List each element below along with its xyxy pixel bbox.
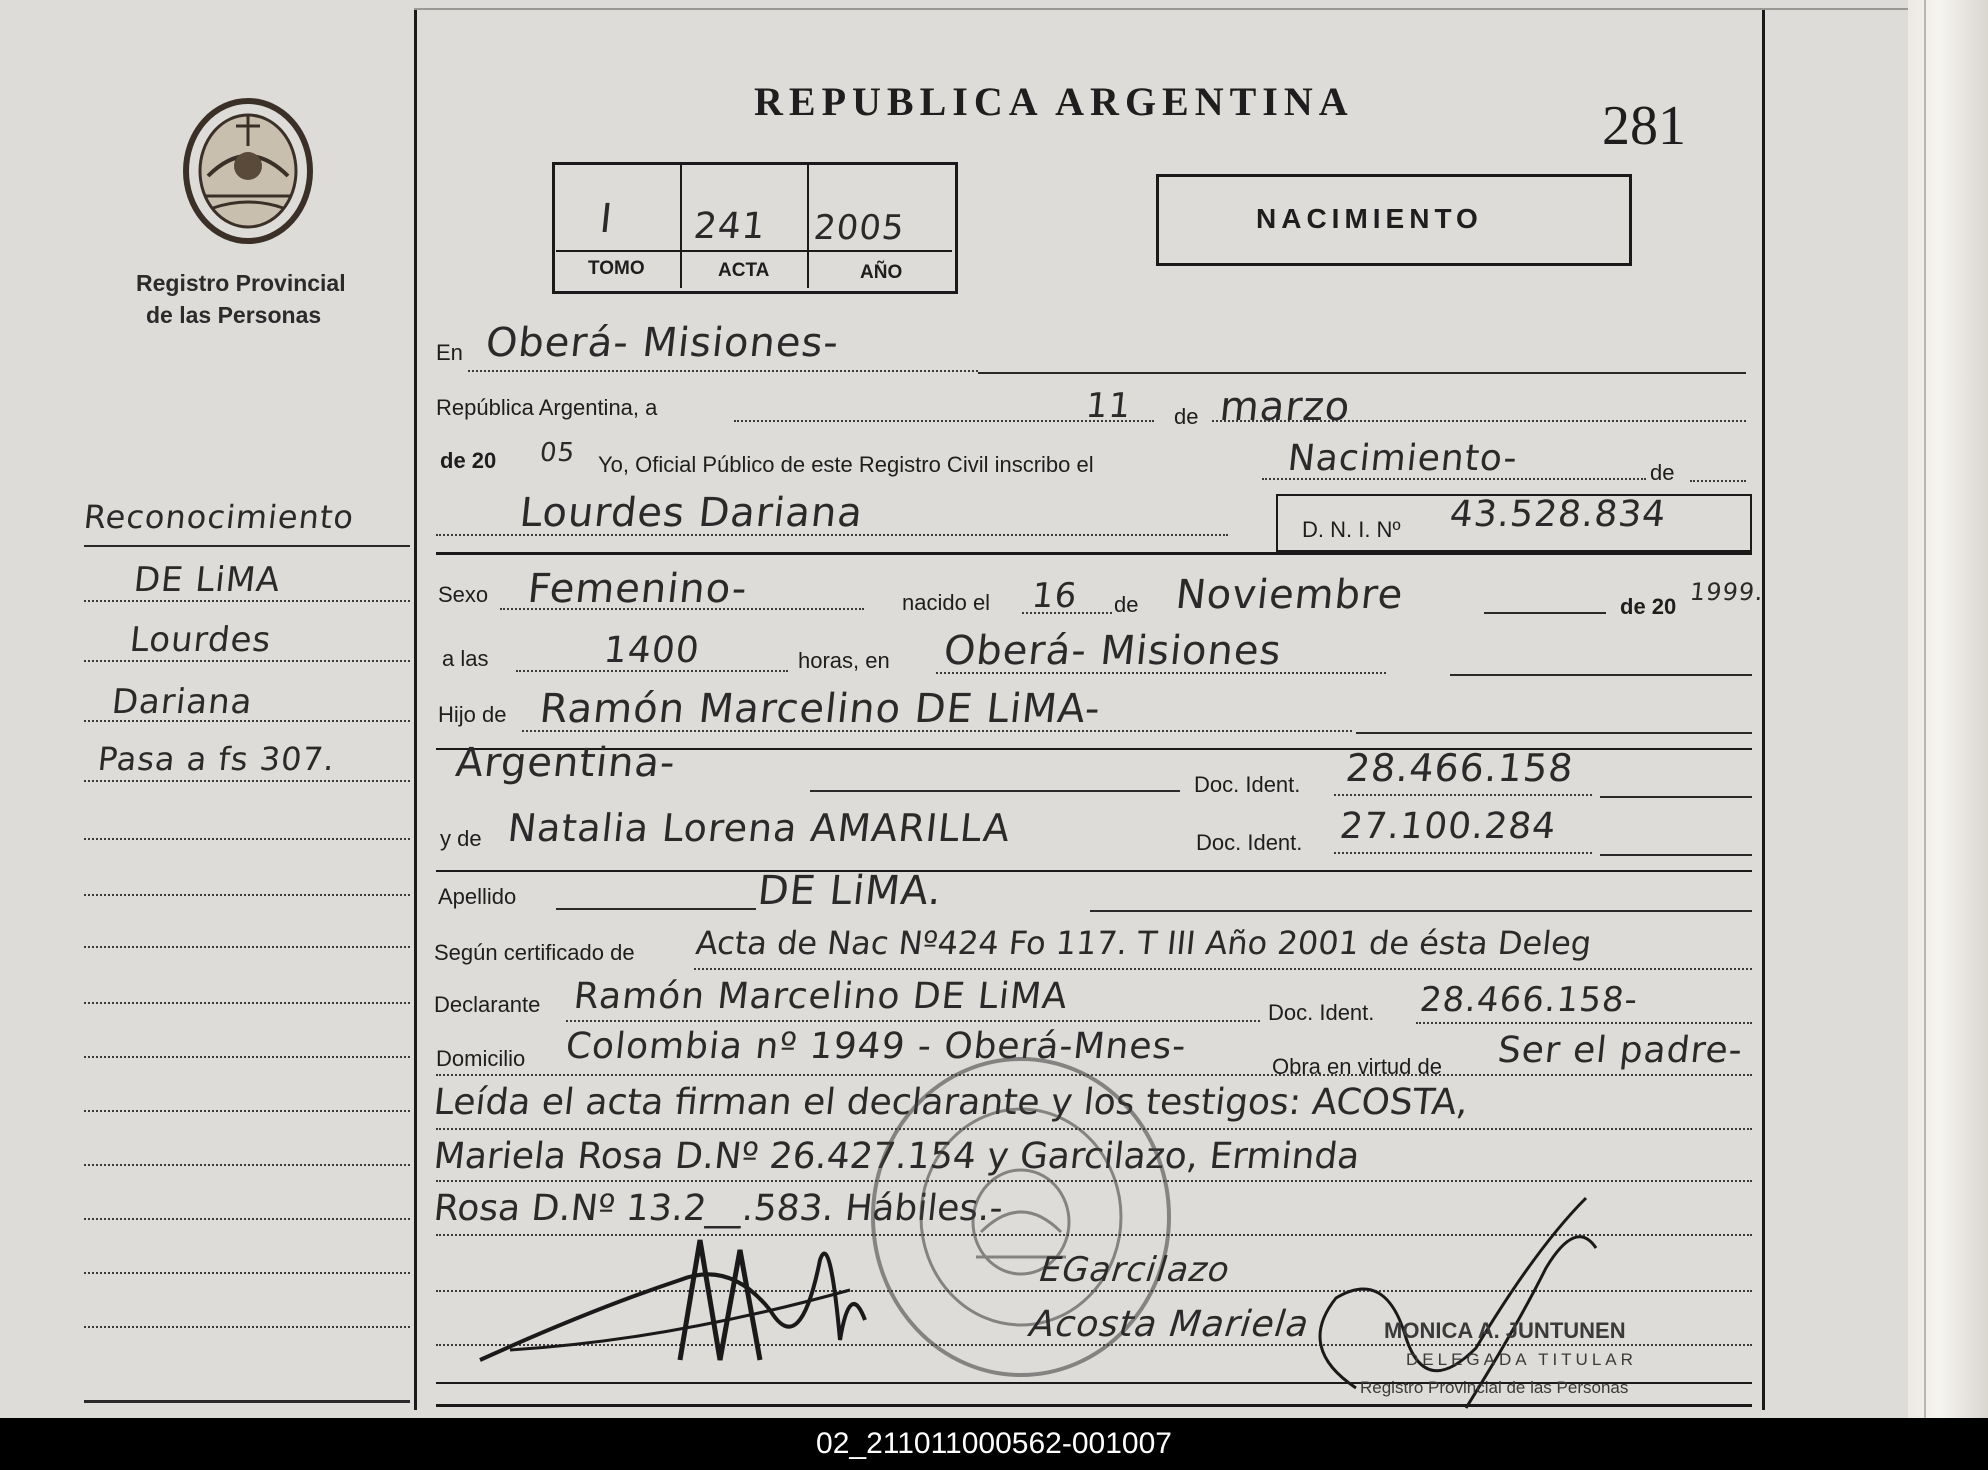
madre-doc: 27.100.284 [1337,806,1559,847]
nacido-label: nacido el [902,590,991,615]
form-line [1416,1022,1752,1024]
month-value: marzo [1217,384,1353,430]
officer-stamp-line3: Registro Provincial de las Personas [1360,1378,1629,1397]
witness1-signature: EGarcilazo [1037,1250,1232,1290]
domicilio-value: Colombia nº 1949 - Oberá-Mnes- [563,1026,1189,1067]
right-border [1762,10,1765,1410]
row-rule [436,870,1752,872]
form-line [1484,612,1606,614]
padre-nacionalidad: Argentina- [453,740,678,786]
margin-note-line1: Reconocimiento [82,498,357,536]
form-line [1600,854,1752,856]
observation-line2: Mariela Rosa D.Nº 26.427.154 y Garcilazo, Erminda [431,1136,1362,1177]
margin-line [84,1002,410,1004]
hora-value: 1400 [601,630,702,671]
margin-line [84,545,410,547]
domicilio-label: Domicilio [436,1046,526,1071]
country-title: REPUBLICA ARGENTINA [754,79,1354,124]
form-line [1356,732,1752,734]
inscribo-text: Yo, Oficial Público de este Registro Civil inscribo el [598,452,1094,477]
hijo-label: Hijo de [438,702,507,727]
registry-name-line1: Registro Provincial [136,270,346,296]
madre-value: Natalia Lorena AMARILLA [505,806,1013,850]
section-rule [436,552,1752,555]
declarante-label: Declarante [434,992,541,1017]
officer-stamp-line1: MONICA A. JUNTUNEN [1384,1318,1626,1343]
act-type-label: NACIMIENTO [1256,203,1483,234]
observation-line3: Rosa D.Nº 13.2__.583. Hábiles.- [431,1188,1005,1229]
act-value: Nacimiento- [1285,438,1520,479]
en-value: Oberá- Misiones- [483,320,842,366]
margin-line [84,1110,410,1112]
margin-line [84,600,410,602]
margin-line [84,1218,410,1220]
sexo-label: Sexo [438,582,489,607]
form-line [978,372,1746,374]
record-box-divider [807,164,809,288]
dni-value: 43.528.834 [1447,494,1669,535]
name-value: Lourdes Dariana [517,490,866,536]
margin-note-line2: DE LiMA [131,560,283,600]
page-top-edge [414,8,1908,10]
segun-value: Acta de Nac Nº424 Fo 117. T III Año 2001 de ésta Deleg [694,924,1594,962]
margin-line [84,660,410,662]
lugar-value: Oberá- Misiones [941,628,1284,674]
form-line [1600,796,1752,798]
year-prefix: de 20 [440,448,497,473]
padre-value: Ramón Marcelino DE LiMA- [537,686,1103,732]
en-label: En [436,340,463,365]
form-line [556,908,756,910]
record-box-hrule [556,250,952,252]
margin-line [84,1326,410,1328]
nacido-month: Noviembre [1173,572,1406,618]
form-line [522,730,1352,732]
officer-stamp-line2: DELEGADA TITULAR [1406,1350,1637,1369]
nacido-year: 1999. [1688,578,1766,606]
form-line [1450,674,1752,676]
yde-label: y de [440,826,482,851]
page-number: 281 [1602,95,1686,157]
margin-line [84,1400,410,1403]
registry-name-line2: de las Personas [146,302,322,328]
form-line [1334,794,1592,796]
observation-line1: Leída el acta firman el declarante y los testigos: ACOSTA, [431,1082,1471,1123]
form-line [810,790,1180,792]
form-line [694,968,1752,970]
margin-line [84,780,410,782]
declarante-doc-label: Doc. Ident. [1268,1000,1375,1025]
form-line [1690,480,1746,482]
record-box-divider [680,164,682,288]
de-label: de [1174,404,1199,429]
image-id-footer: 02_211011000562-001007 [0,1418,1988,1470]
obra-label: Obra en virtud de [1272,1054,1442,1079]
form-line [566,1020,1260,1022]
nacido-year-prefix: de 20 [1620,594,1677,619]
madre-doc-label: Doc. Ident. [1196,830,1303,855]
margin-note-line5: Pasa a fs 307. [96,740,338,778]
tomo-label: TOMO [588,258,645,279]
margin-line [84,1164,410,1166]
form-line [1022,612,1112,614]
dni-label: D. N. I. Nº [1302,517,1401,542]
acta-value: 241 [691,206,768,247]
year-value: 05 [538,438,577,468]
declarante-doc: 28.466.158- [1417,980,1641,1020]
de-label-3: de [1114,592,1139,617]
declarant-signature-icon [470,1220,890,1370]
anio-label: AÑO [860,262,903,283]
apellido-value: DE LiMA. [755,868,945,914]
form-line [936,672,1386,674]
acta-label: ACTA [718,260,770,281]
margin-note-line3: Lourdes [127,620,274,660]
margin-line [84,946,410,948]
sexo-value: Femenino- [525,566,750,612]
apellido-label: Apellido [438,884,517,909]
obra-value: Ser el padre- [1495,1030,1745,1071]
province-seal-icon [178,96,318,246]
witness2-signature: Acosta Mariela [1027,1304,1312,1345]
day-value: 11 [1083,386,1134,426]
hora-label: a las [442,646,489,671]
binding-edge [1924,0,1926,1418]
form-line [1334,852,1592,854]
margin-note-line4: Dariana [109,682,255,722]
segun-label: Según certificado de [434,940,635,965]
anio-value: 2005 [811,208,907,248]
form-line [468,370,978,372]
book-binding [1908,0,1988,1418]
tomo-value: I [597,196,616,242]
margin-line [84,1056,410,1058]
margin-line [84,838,410,840]
padre-doc: 28.466.158 [1343,746,1576,790]
form-line [1090,910,1752,912]
margin-divider [414,10,417,1410]
margin-line [84,894,410,896]
margin-line [84,1272,410,1274]
de-label-2: de [1650,460,1675,485]
padre-doc-label: Doc. Ident. [1194,772,1301,797]
horas-en-label: horas, en [798,648,890,673]
form-line [1262,478,1646,480]
form-line [436,534,1228,536]
nacido-day: 16 [1029,576,1080,616]
republica-label: República Argentina, a [436,395,658,420]
declarante-value: Ramón Marcelino DE LiMA [571,976,1070,1017]
